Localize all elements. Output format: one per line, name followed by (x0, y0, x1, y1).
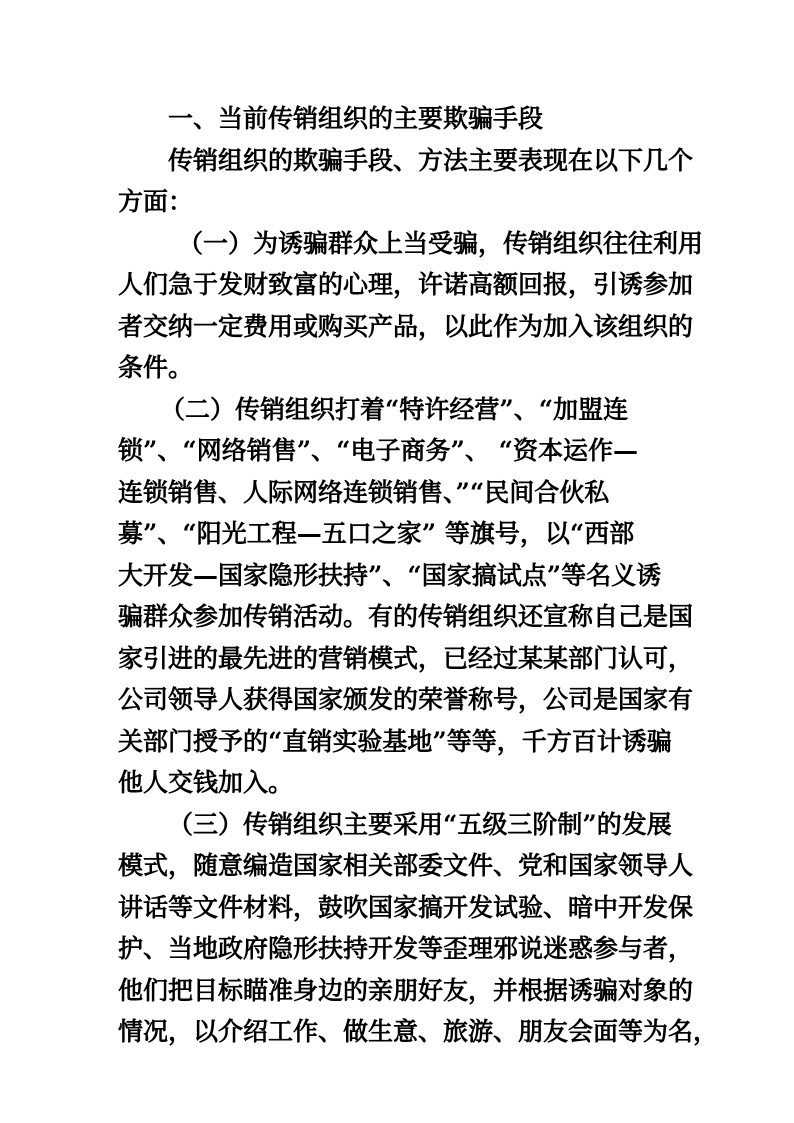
paragraph-line: 模式，随意编造国家相关部委文件、党和国家领导人 (118, 851, 694, 880)
paragraph-line: 家引进的最先进的营销模式，已经过某某部门认可， (118, 643, 694, 673)
paragraph-line: 锁”、“网络销售”、“电子商务”、 “资本运作— (118, 436, 638, 465)
paragraph-line: 者交纳一定费用或购买产品，以此作为加入该组织的 (118, 311, 694, 341)
paragraph-line: 公司领导人获得国家颁发的荣誉称号，公司是国家有 (118, 685, 694, 714)
paragraph-line: 护、当地政府隐形扶持开发等歪理邪说迷惑参与者， (118, 934, 694, 963)
intro-line: 传销组织的欺骗手段、方法主要表现在以下几个 (168, 145, 694, 175)
paragraph-line: 关部门授予的“直销实验基地”等等，千方百计诱骗 (118, 726, 672, 756)
paragraph-line: 连锁销售、人际网络连锁销售、”“民间合伙私 (118, 477, 610, 507)
paragraph-line: 情况，以介绍工作、做生意、旅游、朋友会面等为名， (118, 1017, 719, 1046)
paragraph-line: 大开发—国家隐形扶持”、“国家搞试点”等名义诱 (118, 560, 662, 590)
paragraph-line: 募”、“阳光工程—五口之家” 等旗号，以“西部 (118, 519, 635, 548)
paragraph-line: 人们急于发财致富的心理，许诺高额回报，引诱参加 (118, 270, 694, 299)
paragraph-line: 他们把目标瞄准身边的亲朋好友，并根据诱骗对象的 (118, 975, 694, 1005)
paragraph-line: （一）为诱骗群众上当受骗，传销组织往往利用 (178, 228, 704, 258)
paragraph-line: 他人交钱加入。 (118, 768, 294, 797)
paragraph-line: 条件。 (118, 353, 194, 382)
paragraph-line: 骗群众参加传销活动。有的传销组织还宣称自己是国 (118, 602, 694, 631)
intro-line: 方面： (118, 187, 194, 216)
section-heading: 一、当前传销组织的主要欺骗手段 (168, 104, 544, 133)
paragraph-line: （二）传销组织打着“特许经营”、“加盟连 (160, 394, 629, 424)
paragraph-line: 讲话等文件材料，鼓吹国家搞开发试验、暗中开发保 (118, 892, 694, 922)
paragraph-line: （三）传销组织主要采用“五级三阶制”的发展 (168, 809, 672, 839)
document-page (118, 98, 719, 1053)
